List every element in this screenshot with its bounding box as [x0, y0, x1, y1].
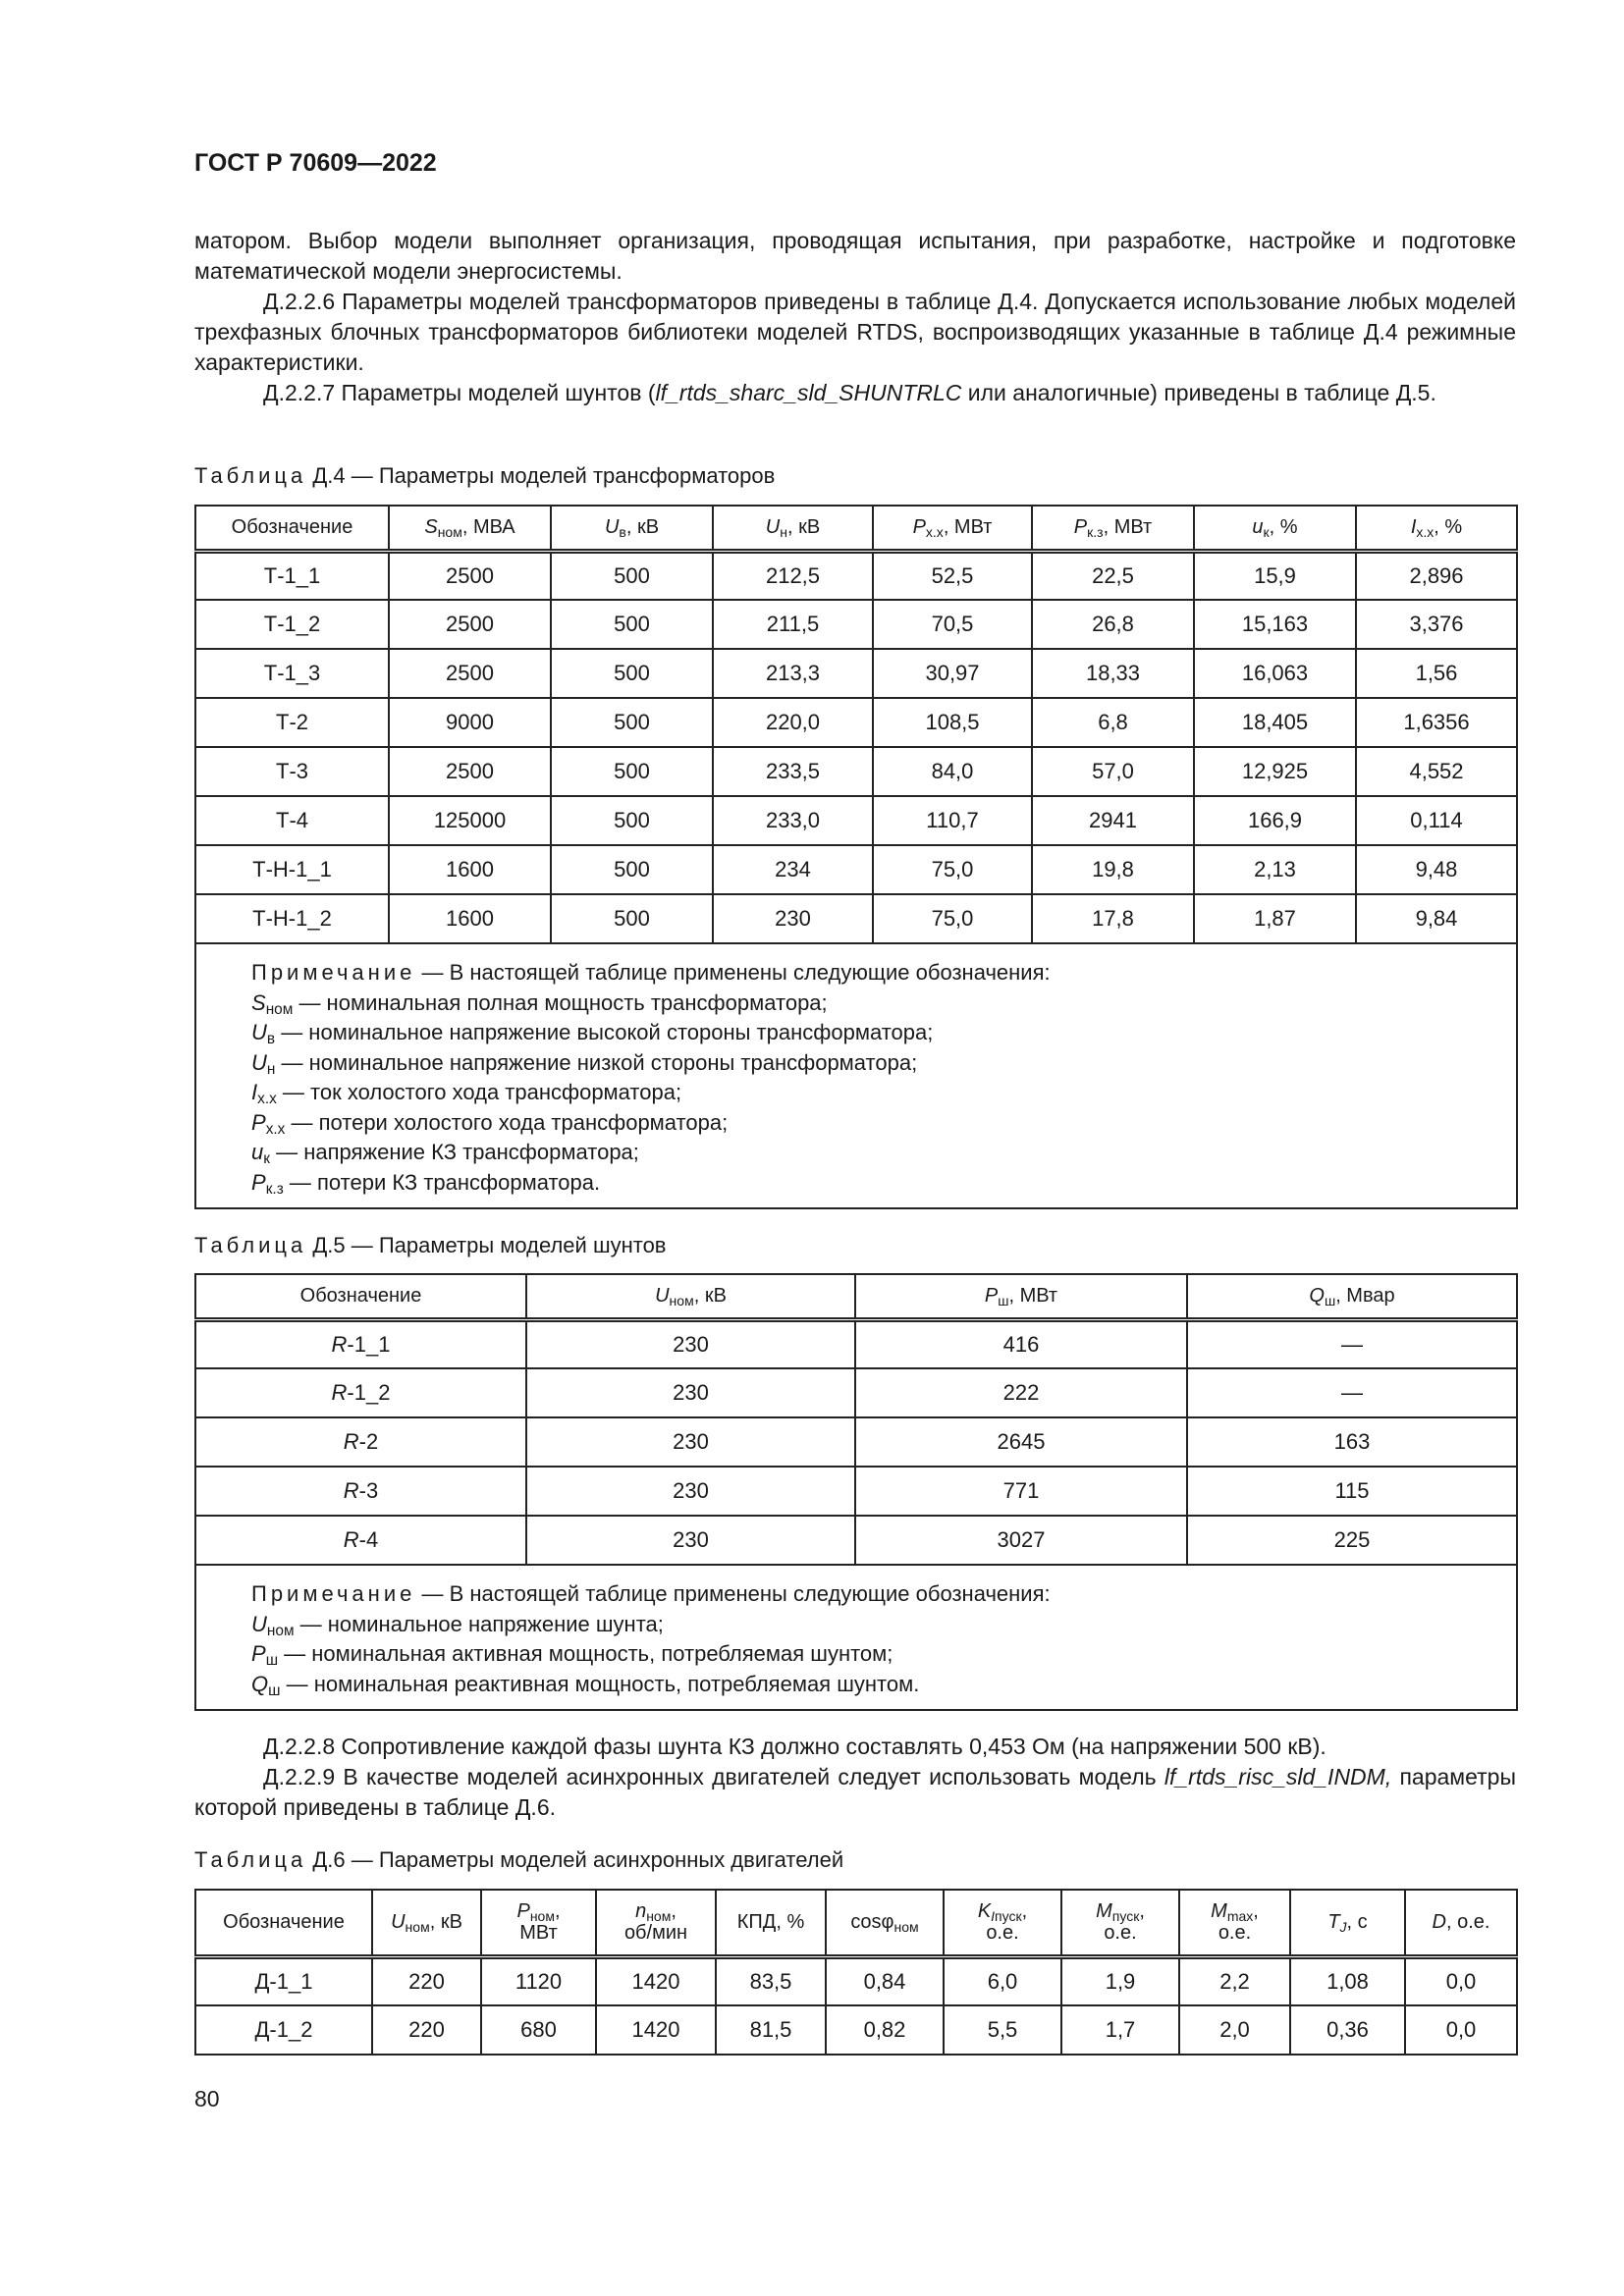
table-cell: R-1_2 — [195, 1368, 526, 1417]
table-cell: 75,0 — [873, 845, 1032, 894]
column-header: $Q_ш$, Мвар — [1187, 1274, 1517, 1319]
table-cell: 115 — [1187, 1467, 1517, 1516]
table-row — [195, 1368, 1517, 1417]
table-cell: 83,5 — [716, 1956, 826, 2005]
table-cell: 19,8 — [1032, 845, 1194, 894]
table-cell: 30,97 — [873, 649, 1032, 698]
table-cell: 212,5 — [713, 551, 873, 600]
table-cell: Т-1_1 — [195, 551, 389, 600]
column-header: $U_н$, кВ — [713, 506, 873, 551]
table-cell: 2500 — [389, 600, 551, 649]
table-row — [195, 600, 1517, 649]
table-cell: — — [1187, 1368, 1517, 1417]
table-cell: 500 — [551, 551, 713, 600]
table-cell: 1120 — [481, 1956, 596, 2005]
paragraphs-mid — [194, 1732, 1516, 1823]
header-row — [195, 506, 1517, 551]
column-header: $P_{х.х}$, МВт — [873, 506, 1032, 551]
column-header: cosφ$_{ном}$ — [826, 1890, 944, 1956]
table-cell: 680 — [481, 2005, 596, 2055]
table-cell: — — [1187, 1319, 1517, 1368]
column-header: $P_{ном}$, МВт — [481, 1890, 596, 1956]
table-cell: 1,56 — [1356, 649, 1517, 698]
table-cell: 771 — [855, 1467, 1187, 1516]
table-cell: 230 — [526, 1417, 855, 1467]
table-cell: 84,0 — [873, 747, 1032, 796]
table-row — [195, 698, 1517, 747]
table-cell: 2,2 — [1179, 1956, 1290, 2005]
table-cell: Т-2 — [195, 698, 389, 747]
table4-caption: Таблица Д.4 — Параметры моделей трансформаторов — [194, 463, 776, 488]
header-row — [195, 1274, 1517, 1319]
paragraphs-top — [194, 226, 1516, 408]
table-cell: Т-3 — [195, 747, 389, 796]
table-cell: 500 — [551, 747, 713, 796]
table-cell: Т-1_2 — [195, 600, 389, 649]
table-cell: 2500 — [389, 747, 551, 796]
column-header: $M_{пуск}$, о.е. — [1061, 1890, 1179, 1956]
table-row — [195, 1319, 1517, 1368]
table5-caption: Таблица Д.5 — Параметры моделей шунтов — [194, 1233, 667, 1257]
paragraph: Д.2.2.6 Параметры моделей трансформаторов приведены в таблице Д.4. Допускается использование любых моделей трехфазных блочных трансформаторов библиотеки моделей RTDS, воспроизводящих указанные в таблице Д.4 режимные характеристики. — [194, 289, 1516, 375]
table-cell: 108,5 — [873, 698, 1032, 747]
column-header: $M_{max}$, о.е. — [1179, 1890, 1290, 1956]
table-cell: 0,84 — [826, 1956, 944, 2005]
table-cell: 9,48 — [1356, 845, 1517, 894]
column-header: $K_{Iпуск}$, о.е. — [944, 1890, 1061, 1956]
header-row — [195, 1890, 1517, 1956]
shunt-table — [194, 1273, 1518, 1711]
table-row — [195, 796, 1517, 845]
table-cell: 500 — [551, 796, 713, 845]
column-header: $U_{ном}$, кВ — [372, 1890, 481, 1956]
table-cell: 1600 — [389, 845, 551, 894]
table-cell: 1,9 — [1061, 1956, 1179, 2005]
table-cell: 9,84 — [1356, 894, 1517, 943]
table-row — [195, 1467, 1517, 1516]
table-cell: 81,5 — [716, 2005, 826, 2055]
column-header: $n_{ном}$, об/мин — [596, 1890, 716, 1956]
paragraph: Д.2.2.9 В качестве моделей асинхронных двигателей следует использовать модель lf_rtds_risc_sld_INDM, параметры которой приведены в таблице Д.6. — [194, 1764, 1516, 1820]
document-header: ГОСТ Р 70609—2022 — [194, 149, 437, 177]
table-cell: 225 — [1187, 1516, 1517, 1565]
table-cell: 1,87 — [1194, 894, 1356, 943]
table-cell: Т-Н-1_2 — [195, 894, 389, 943]
column-header: $T_J$, с — [1290, 1890, 1405, 1956]
table-cell: 220,0 — [713, 698, 873, 747]
table-cell: 211,5 — [713, 600, 873, 649]
table-cell: 234 — [713, 845, 873, 894]
table-cell: 9000 — [389, 698, 551, 747]
column-header: $P_{к.з}$, МВт — [1032, 506, 1194, 551]
table-cell: 0,36 — [1290, 2005, 1405, 2055]
table-cell: 233,0 — [713, 796, 873, 845]
table-row — [195, 1516, 1517, 1565]
table-cell: 3,376 — [1356, 600, 1517, 649]
table-cell: 2941 — [1032, 796, 1194, 845]
table-cell: 18,33 — [1032, 649, 1194, 698]
table-row — [195, 1417, 1517, 1467]
table-cell: 2,0 — [1179, 2005, 1290, 2055]
table-cell: 26,8 — [1032, 600, 1194, 649]
table-cell: 0,114 — [1356, 796, 1517, 845]
transformer-table — [194, 505, 1518, 1209]
table-cell: 222 — [855, 1368, 1187, 1417]
table-cell: 230 — [526, 1368, 855, 1417]
column-header: $u_к$, % — [1194, 506, 1356, 551]
table-cell: Т-Н-1_1 — [195, 845, 389, 894]
table-cell: 12,925 — [1194, 747, 1356, 796]
motor-table — [194, 1889, 1518, 2056]
table6-caption: Таблица Д.6 — Параметры моделей асинхронных двигателей — [194, 1847, 844, 1872]
column-header: $U_{ном}$, кВ — [526, 1274, 855, 1319]
column-header: Обозначение — [195, 506, 389, 551]
table-row — [195, 845, 1517, 894]
table-cell: 6,8 — [1032, 698, 1194, 747]
table-cell: 230 — [713, 894, 873, 943]
paragraph: матором. Выбор модели выполняет организация, проводящая испытания, при разработке, настройке и подготовке математической модели энергосистемы. — [194, 228, 1516, 284]
table-cell: 110,7 — [873, 796, 1032, 845]
table-cell: 230 — [526, 1467, 855, 1516]
table-cell: 500 — [551, 649, 713, 698]
column-header: D, о.е. — [1405, 1890, 1517, 1956]
column-header: $U_в$, кВ — [551, 506, 713, 551]
table-cell: R-3 — [195, 1467, 526, 1516]
table-note: Примечание — В настоящей таблице применены следующие обозначения: $U_{ном}$ — номинальное напряжение шунта; $P_ш$ — номинальная активная мощность, потребляемая шунтом; $Q_ш$ — номинальная реактивная мощность, потребляемая шунтом. — [195, 1565, 1517, 1710]
table-cell: 1600 — [389, 894, 551, 943]
table-cell: 2500 — [389, 551, 551, 600]
column-header: Обозначение — [195, 1274, 526, 1319]
table-cell: 1,6356 — [1356, 698, 1517, 747]
table-cell: 213,3 — [713, 649, 873, 698]
table-row — [195, 747, 1517, 796]
table-cell: 2,13 — [1194, 845, 1356, 894]
table-cell: 22,5 — [1032, 551, 1194, 600]
table-cell: 500 — [551, 600, 713, 649]
table-row — [195, 894, 1517, 943]
table-cell: 220 — [372, 1956, 481, 2005]
table-cell: 0,0 — [1405, 1956, 1517, 2005]
table-cell: 233,5 — [713, 747, 873, 796]
table-cell: 230 — [526, 1319, 855, 1368]
table-cell: 125000 — [389, 796, 551, 845]
table-cell: 75,0 — [873, 894, 1032, 943]
table-cell: 57,0 — [1032, 747, 1194, 796]
table-cell: Д-1_2 — [195, 2005, 372, 2055]
table-cell: 163 — [1187, 1417, 1517, 1467]
table-cell: 166,9 — [1194, 796, 1356, 845]
table-cell: 1420 — [596, 1956, 716, 2005]
table-row — [195, 1956, 1517, 2005]
table-cell: 3027 — [855, 1516, 1187, 1565]
table-cell: 6,0 — [944, 1956, 1061, 2005]
table-cell: 16,063 — [1194, 649, 1356, 698]
table-cell: 2500 — [389, 649, 551, 698]
table-row — [195, 551, 1517, 600]
paragraph: Д.2.2.8 Сопротивление каждой фазы шунта КЗ должно составлять 0,453 Ом (на напряжении 500 кВ). — [263, 1734, 1326, 1759]
table-note: Примечание — В настоящей таблице применены следующие обозначения: $S_{ном}$ — номинальная полная мощность трансформатора; $U_в$ — номинальное напряжение высокой стороны трансформатора; $U_н$ — номинальное напряжение низкой стороны трансформатора; $I_{х.х}$ — ток холостого хода трансформатора; $P_{х.х}$ — потери холостого хода трансформатора; $u_к$ — напряжение КЗ трансформатора; $P_{к.з}$ — потери КЗ трансформатора. — [195, 943, 1517, 1208]
table-cell: 70,5 — [873, 600, 1032, 649]
table-cell: 15,9 — [1194, 551, 1356, 600]
table-cell: 220 — [372, 2005, 481, 2055]
table-cell: 18,405 — [1194, 698, 1356, 747]
table-cell: 15,163 — [1194, 600, 1356, 649]
table-cell: 500 — [551, 845, 713, 894]
table-cell: Д-1_1 — [195, 1956, 372, 2005]
table-cell: 52,5 — [873, 551, 1032, 600]
table-cell: 2,896 — [1356, 551, 1517, 600]
paragraph: Д.2.2.7 Параметры моделей шунтов (lf_rtds_sharc_sld_SHUNTRLC или аналогичные) приведены в таблице Д.5. — [263, 380, 1436, 405]
column-header: КПД, % — [716, 1890, 826, 1956]
table-cell: R-2 — [195, 1417, 526, 1467]
table-cell: 500 — [551, 894, 713, 943]
table-cell: 2645 — [855, 1417, 1187, 1467]
table-cell: 4,552 — [1356, 747, 1517, 796]
table-cell: 0,0 — [1405, 2005, 1517, 2055]
table-cell: 500 — [551, 698, 713, 747]
table-cell: Т-4 — [195, 796, 389, 845]
table-cell: 5,5 — [944, 2005, 1061, 2055]
table-cell: 230 — [526, 1516, 855, 1565]
table-cell: 1,08 — [1290, 1956, 1405, 2005]
table-cell: 17,8 — [1032, 894, 1194, 943]
column-header: $P_ш$, МВт — [855, 1274, 1187, 1319]
table-cell: R-1_1 — [195, 1319, 526, 1368]
table-cell: R-4 — [195, 1516, 526, 1565]
table-cell: Т-1_3 — [195, 649, 389, 698]
table-cell: 0,82 — [826, 2005, 944, 2055]
column-header: Обозначение — [195, 1890, 372, 1956]
table-cell: 1420 — [596, 2005, 716, 2055]
table-cell: 1,7 — [1061, 2005, 1179, 2055]
page-number: 80 — [194, 2086, 220, 2111]
column-header: $S_{ном}$, МВА — [389, 506, 551, 551]
table-row — [195, 649, 1517, 698]
table-row — [195, 2005, 1517, 2055]
table-cell: 416 — [855, 1319, 1187, 1368]
column-header: $I_{х.х}$, % — [1356, 506, 1517, 551]
